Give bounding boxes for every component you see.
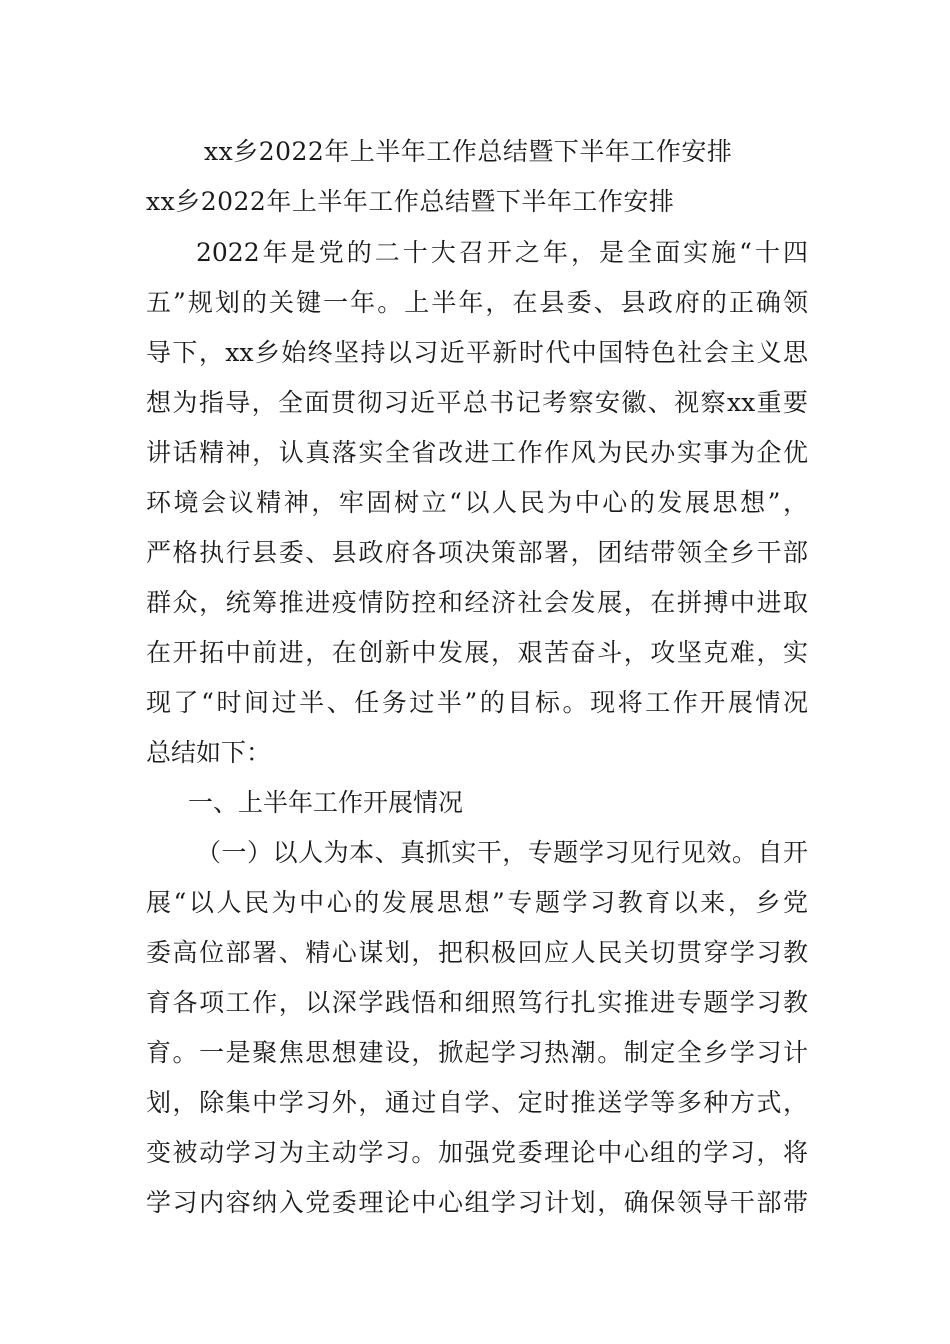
- paragraph-intro: [146, 228, 808, 778]
- paragraph-line: 想为指导，全面贯彻习近平总书记考察安徽、视察xx重要: [146, 388, 808, 417]
- paragraph-line: 五”规划的关键一年。上半年，在县委、县政府的正确领: [146, 288, 808, 317]
- paragraph-line: 严格执行县委、县政府各项决策部署，团结带领全乡干部: [146, 538, 808, 567]
- paragraph-line: 划，除集中学习外，通过自学、定时推送学等多种方式，: [146, 1088, 808, 1117]
- document-title: xx乡2022年上半年工作总结暨下半年工作安排: [204, 137, 733, 166]
- paragraph-line: 在开拓中前进，在创新中发展，艰苦奋斗，攻坚克难，实: [146, 638, 808, 667]
- paragraph-line: 群众，统筹推进疫情防控和经济社会发展，在拼搏中进取: [146, 588, 808, 617]
- paragraph-line: 总结如下：: [146, 738, 272, 767]
- document-subtitle: xx乡2022年上半年工作总结暨下半年工作安排: [146, 187, 675, 216]
- paragraph-line: 变被动学习为主动学习。加强党委理论中心组的学习，将: [146, 1138, 808, 1167]
- paragraph-line: 学习内容纳入党委理论中心组学习计划，确保领导干部带: [146, 1188, 808, 1217]
- paragraph-line: 讲话精神，认真落实全省改进工作作风为民办实事为企优: [146, 438, 808, 467]
- paragraph-line: （一）以人为本、真抓实干，专题学习见行见效。自开: [196, 838, 808, 867]
- paragraph-line: 展“以人民为中心的发展思想”专题学习教育以来，乡党: [146, 888, 808, 917]
- paragraph-line: 委高位部署、精心谋划，把积极回应人民关切贯穿学习教: [146, 938, 808, 967]
- paragraph-line: 现了“时间过半、任务过半”的目标。现将工作开展情况: [146, 688, 808, 717]
- paragraph-line: 育。一是聚焦思想建设，掀起学习热潮。制定全乡学习计: [146, 1038, 808, 1067]
- section-heading: 一、上半年工作开展情况: [188, 788, 464, 817]
- paragraph-study: [146, 828, 808, 1228]
- paragraph-line: 导下，xx乡始终坚持以习近平新时代中国特色社会主义思: [146, 338, 808, 367]
- paragraph-line: 2022年是党的二十大召开之年，是全面实施“十四: [196, 238, 808, 267]
- paragraph-line: 环境会议精神，牢固树立“以人民为中心的发展思想”，: [146, 488, 808, 517]
- paragraph-line: 育各项工作，以深学践悟和细照笃行扎实推进专题学习教: [146, 988, 808, 1017]
